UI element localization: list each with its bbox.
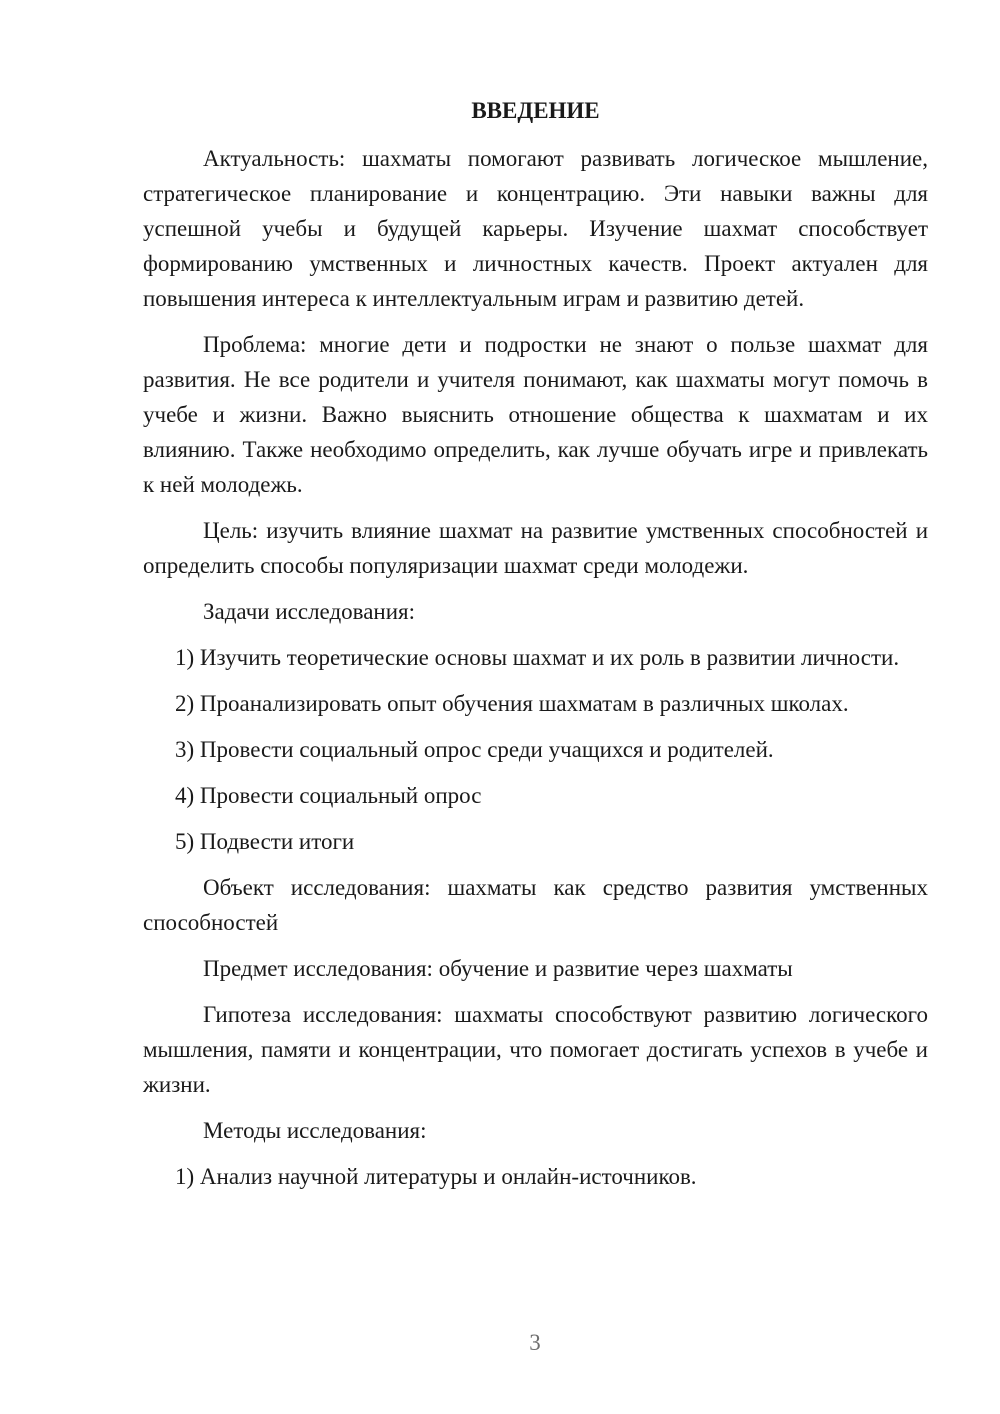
- hypothesis-paragraph: Гипотеза исследования: шахматы способствуют развитию логического мышления, памяти и концентрации, что помогает достигать успехов в учебе и жизни.: [143, 1002, 928, 1097]
- tasks-heading: Задачи исследования:: [203, 599, 416, 624]
- task-item: 5) Подвести итоги: [175, 829, 355, 854]
- problem-paragraph: Проблема: многие дети и подростки не знают о пользе шахмат для развития. Не все родители и учителя понимают, как шахматы могут помочь в учебе и жизни. Важно выяснить отношение общества к шахматам и их влиянию. Также необходимо определить, как лучше обучать игре и привлекать к ней молодежь.: [143, 332, 928, 497]
- subject-paragraph: Предмет исследования: обучение и развитие через шахматы: [203, 956, 793, 981]
- task-item: 4) Провести социальный опрос: [175, 783, 482, 808]
- document-page: [143, 93, 928, 1323]
- method-item: 1) Анализ научной литературы и онлайн-источников.: [175, 1164, 697, 1189]
- relevance-paragraph: Актуальность: шахматы помогают развивать логическое мышление, стратегическое планирование и концентрацию. Эти навыки важны для успешной учебы и будущей карьеры. Изучение шахмат способствует формированию умственных и личностных качеств. Проект актуален для повышения интереса к интеллектуальным играм и развитию детей.: [143, 146, 928, 311]
- object-paragraph: Объект исследования: шахматы как средство развития умственных способностей: [143, 875, 928, 935]
- goal-paragraph: Цель: изучить влияние шахмат на развитие умственных способностей и определить способы популяризации шахмат среди молодежи.: [143, 518, 928, 578]
- page-number: 3: [529, 1330, 541, 1355]
- page-title: ВВЕДЕНИЕ: [471, 98, 600, 123]
- methods-heading: Методы исследования:: [203, 1118, 427, 1143]
- task-item: 1) Изучить теоретические основы шахмат и их роль в развитии личности.: [175, 645, 900, 670]
- task-item: 3) Провести социальный опрос среди учащихся и родителей.: [175, 737, 774, 762]
- task-item: 2) Проанализировать опыт обучения шахматам в различных школах.: [175, 691, 849, 716]
